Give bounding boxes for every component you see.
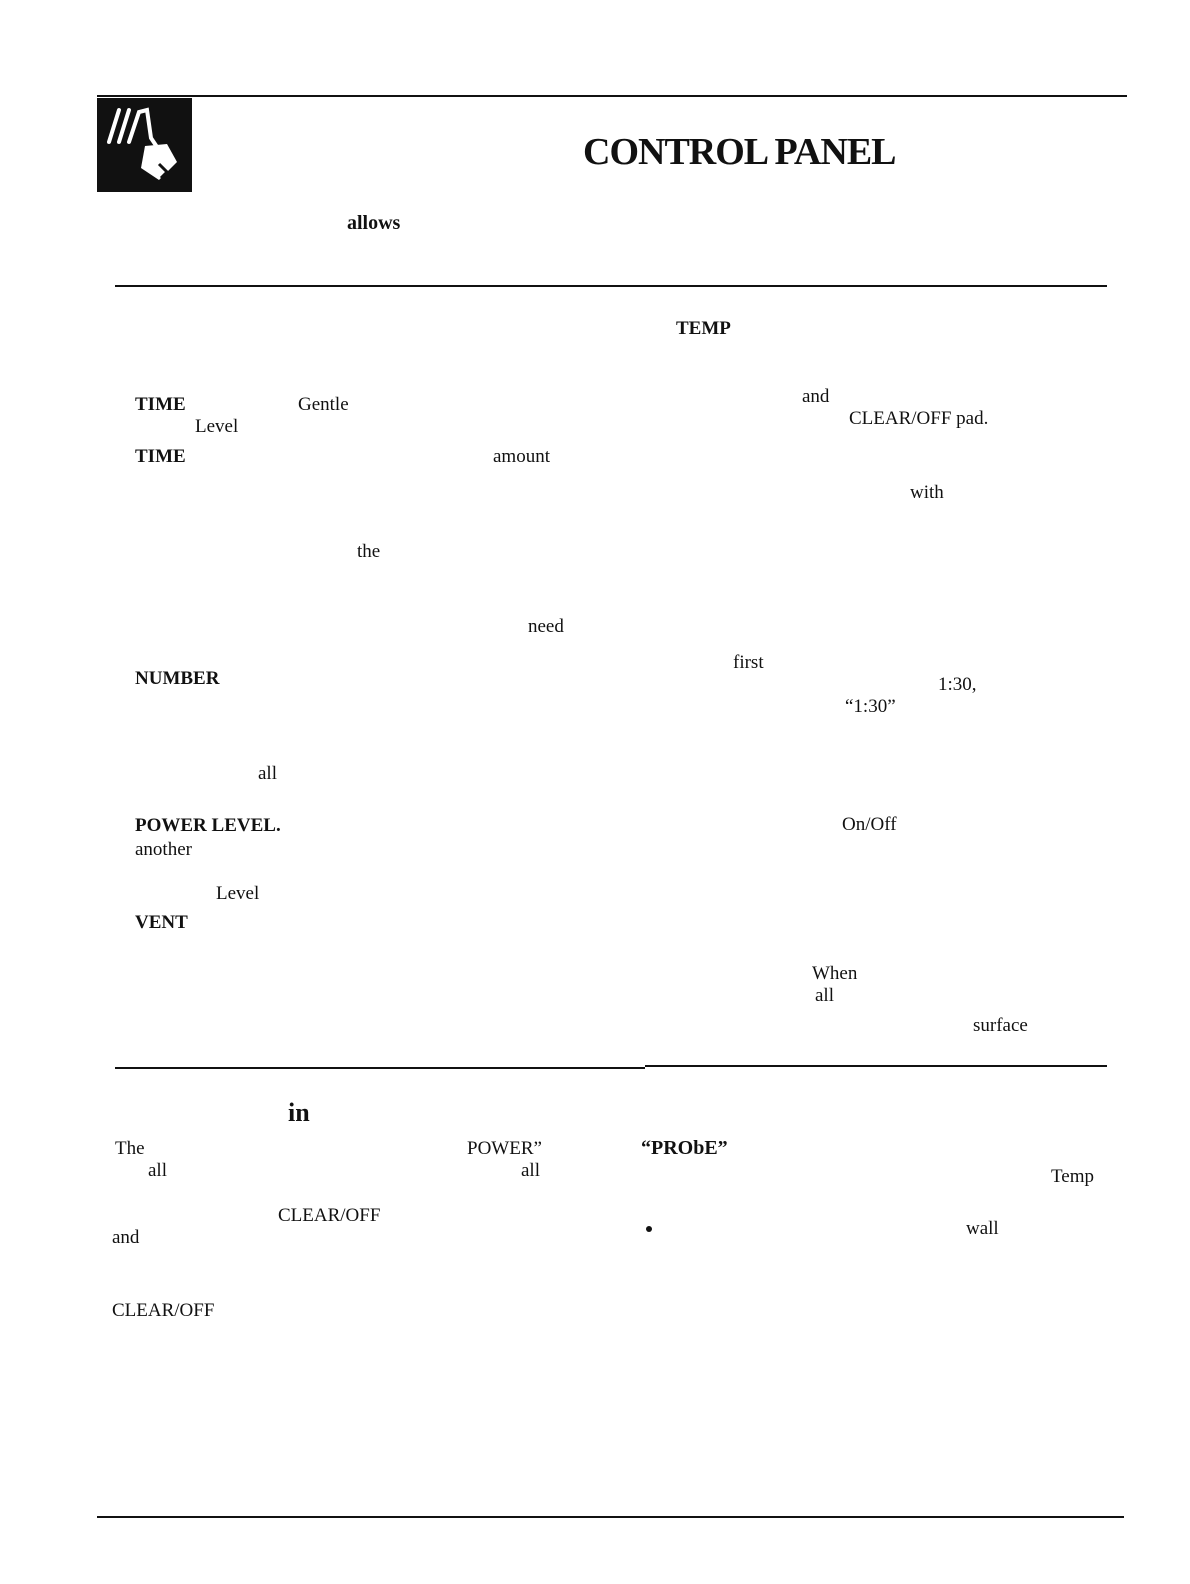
power-quote: POWER” [467, 1138, 542, 1159]
time-value: 1:30, [938, 674, 977, 695]
clear-off-2: CLEAR/OFF [112, 1300, 215, 1321]
time-value-quoted: “1:30” [845, 696, 896, 717]
number-label: NUMBER [135, 668, 220, 689]
section-heading-in: in [288, 1098, 310, 1127]
word-amount: amount [493, 446, 550, 467]
power-level-label: POWER LEVEL. [135, 815, 281, 836]
vent-label: VENT [135, 912, 188, 933]
word-gentle: Gentle [298, 394, 349, 415]
word-with: with [910, 482, 944, 503]
word-surface: surface [973, 1015, 1028, 1036]
footer-rule [97, 1516, 1124, 1518]
word-need: need [528, 616, 564, 637]
word-and-2: and [112, 1227, 140, 1248]
on-off-label: On/Off [842, 814, 897, 835]
word-the: the [357, 541, 381, 562]
word-another: another [135, 839, 192, 860]
section-divider-left [115, 1067, 645, 1069]
probe-label: “PRObE” [641, 1137, 728, 1159]
section-divider-right [645, 1065, 1107, 1067]
word-first: first [733, 652, 764, 673]
word-level-2: Level [216, 883, 260, 904]
word-the-2: The [115, 1138, 145, 1159]
word-all-3: all [148, 1160, 167, 1181]
clear-off-1: CLEAR/OFF [278, 1205, 381, 1226]
clear-off-pad: CLEAR/OFF pad. [849, 408, 989, 429]
bullet-dot [646, 1226, 652, 1232]
section-divider-top [115, 285, 1107, 287]
word-all-2: all [815, 985, 834, 1006]
word-when: When [812, 963, 858, 984]
hand-pressing-pad-icon [97, 98, 192, 192]
temp-label: TEMP [676, 318, 731, 339]
word-and: and [802, 386, 830, 407]
intro-word: allows [347, 212, 401, 234]
header-rule-top [97, 95, 1127, 97]
word-wall: wall [966, 1218, 999, 1239]
word-level-1: Level [195, 416, 239, 437]
page-title: CONTROL PANEL [583, 131, 896, 173]
word-temp: Temp [1051, 1166, 1094, 1187]
time-label-1: TIME [135, 394, 186, 415]
time-label-2: TIME [135, 446, 186, 467]
word-all-4: all [521, 1160, 540, 1181]
word-all-1: all [258, 763, 277, 784]
